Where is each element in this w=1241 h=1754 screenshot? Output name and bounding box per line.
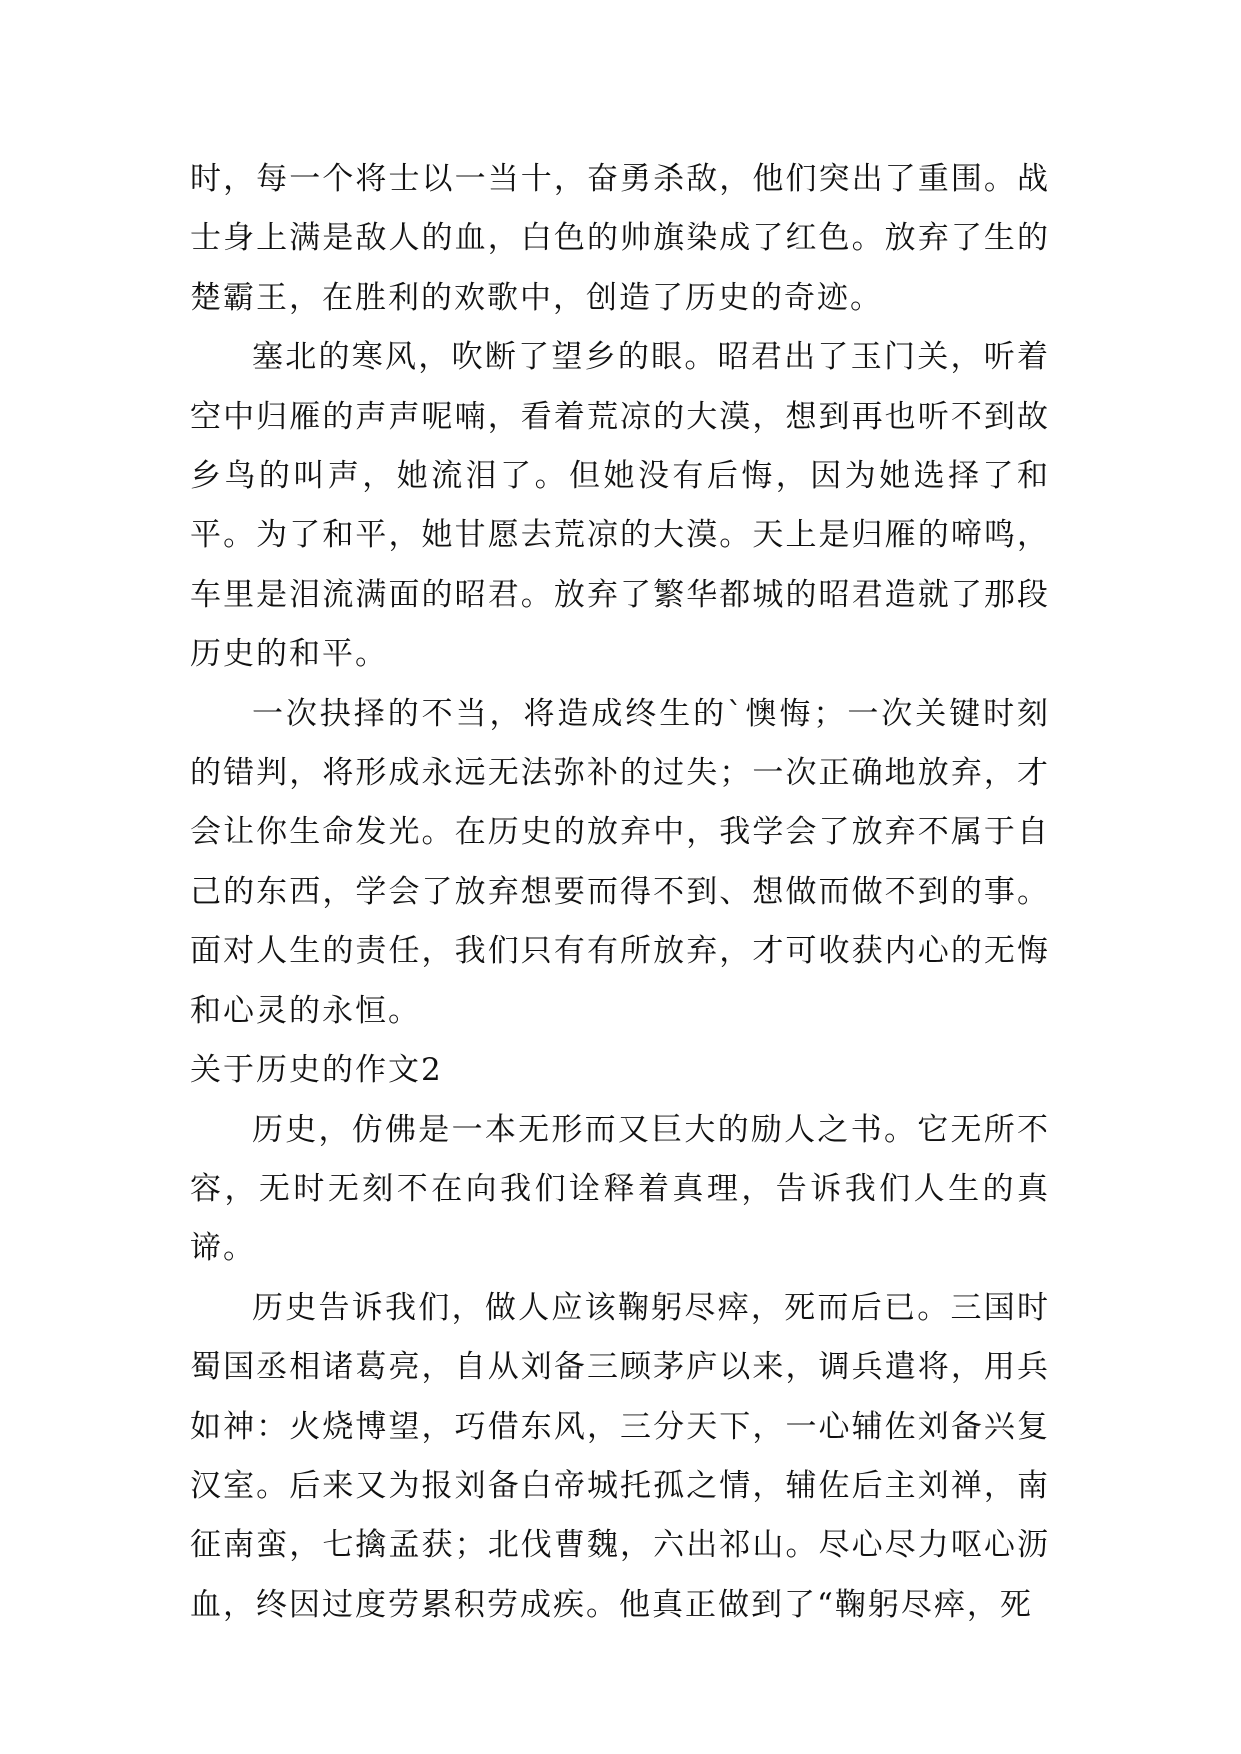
paragraph-choice: 一次抉择的不当，将造成终生的`懊悔；一次关键时刻的错判，将形成永远无法弥补的过失；一次正确地放弃，才会让你生命发光。在历史的放弃中，我学会了放弃不属于自己的东西，学会了放弃想要而得不到、想做而做不到的事。面对人生的责任，我们只有有所放弃，才可收获内心的无悔和心灵的永恒。 xyxy=(190,695,1050,1029)
section-heading: 关于历史的作文2 xyxy=(190,1052,443,1089)
paragraph-history-book: 历史，仿佛是一本无形而又巨大的励人之书。它无所不容，无时无刻不在向我们诠释着真理，告诉我们人生的真谛。 xyxy=(190,1111,1050,1267)
paragraph-continuation: 时，每一个将士以一当十，奋勇杀敌，他们突出了重围。战士身上满是敌人的血，白色的帅旗染成了红色。放弃了生的楚霸王，在胜利的欢歌中，创造了历史的奇迹。 xyxy=(190,161,1050,316)
document-body xyxy=(190,150,1050,1635)
paragraph-zhaojun: 塞北的寒风，吹断了望乡的眼。昭君出了玉门关，听着空中归雁的声声呢喃，看着荒凉的大漠，想到再也听不到故乡鸟的叫声，她流泪了。但她没有后悔，因为她选择了和平。为了和平，她甘愿去荒凉的大漠。天上是归雁的啼鸣，车里是泪流满面的昭君。放弃了繁华都城的昭君造就了那段历史的和平。 xyxy=(190,339,1050,673)
paragraph-zhuge-liang: 历史告诉我们，做人应该鞠躬尽瘁，死而后已。三国时蜀国丞相诸葛亮，自从刘备三顾茅庐以来，调兵遣将，用兵如神：火烧博望，巧借东风，三分天下，一心辅佐刘备兴复汉室。后来又为报刘备白帝城托孤之情，辅佐后主刘禅，南征南蛮，七擒孟获；北伐曹魏，六出祁山。尽心尽力呕心沥血，终因过度劳累积劳成疾。他真正做到了“鞠躬尽瘁，死 xyxy=(190,1289,1050,1623)
